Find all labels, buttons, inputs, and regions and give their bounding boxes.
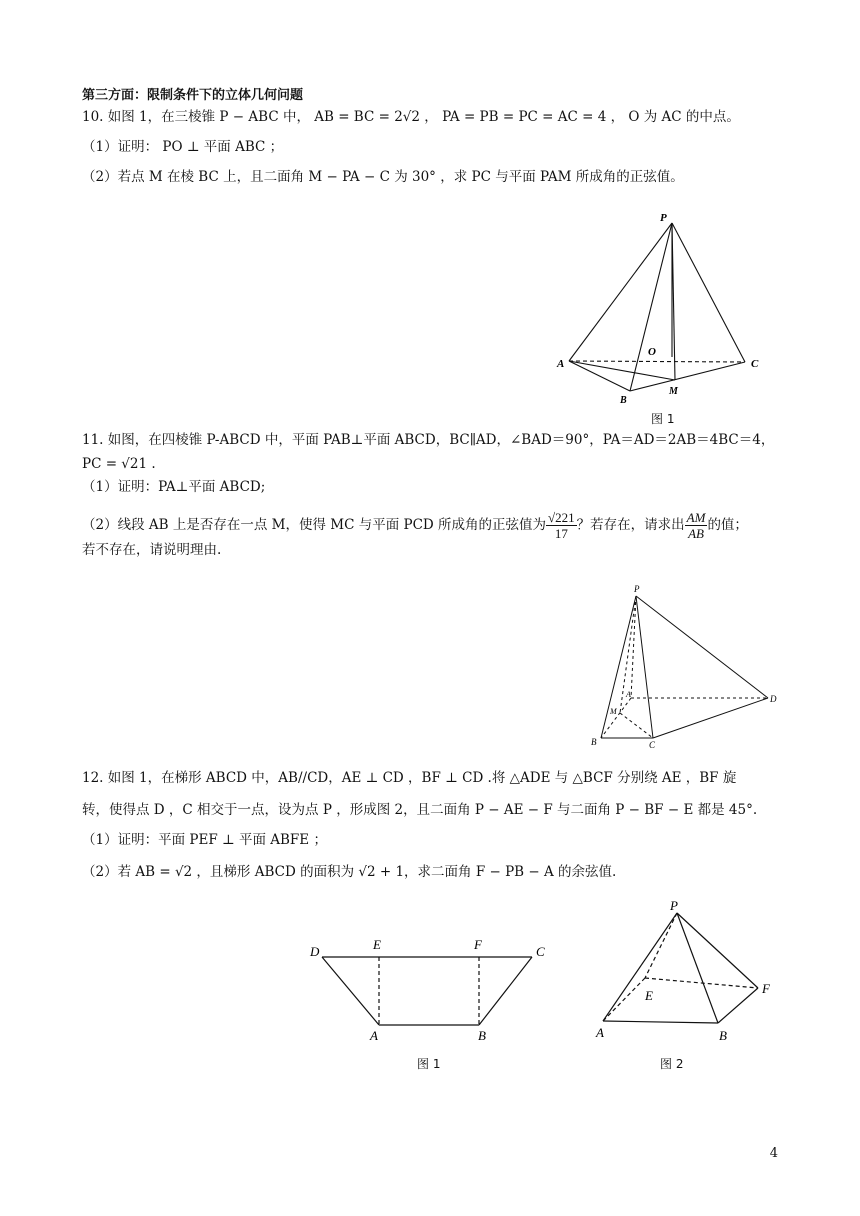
q11-part2-text-a: （2）线段 AB 上是否存在一点 M，使得 MC 与平面 PCD 所成角的正弦值为 <box>82 517 547 533</box>
q12-figure1-caption: 图 1 <box>417 1057 441 1071</box>
q11-part2-text-c: 的值； <box>707 517 748 533</box>
q12-fig1-label-A: A <box>370 1028 378 1043</box>
q12-part1: （1）证明：平面 PEF ⊥ 平面 ABFE ； <box>82 832 327 848</box>
q11-label-P: P <box>634 584 640 594</box>
q10-part2: （2）若点 M 在棱 BC 上，且二面角 M − PA − C 为 30° ，求 PC 与平面 PAM 所成角的正弦值。 <box>82 169 684 185</box>
q11-label-B: B <box>591 737 597 747</box>
section-title: 第三方面：限制条件下的立体几何问题 <box>82 88 304 103</box>
q10-label-A: A <box>557 358 565 370</box>
q12-figure1-trapezoid <box>300 930 560 1045</box>
q12-fig1-label-E: E <box>373 937 381 952</box>
q10-label-O: O <box>648 346 656 358</box>
q11-label-A: A <box>626 690 631 699</box>
q11-part2 <box>82 510 748 541</box>
q10-label-C: C <box>751 358 759 370</box>
q11-label-C: C <box>649 740 656 750</box>
q11-fraction-ratio-denominator: AB <box>688 526 704 541</box>
q10-label-B: B <box>620 395 627 405</box>
q11-fraction-ratio <box>685 510 708 541</box>
q12-stem-line2: 转，使得点 D ，C 相交于一点，设为点 P ，形成图 2，且二面角 P − AE − F 与二面角 P − BF − E 都是 45°. <box>82 802 758 818</box>
q10-figure-tetrahedron <box>555 205 775 405</box>
q11-label-M: M <box>610 707 617 716</box>
q12-fig2-label-P: P <box>670 898 678 913</box>
q10-figure-caption: 图 1 <box>651 412 675 426</box>
q12-fig2-label-E: E <box>645 988 653 1003</box>
q12-fig2-label-B: B <box>719 1028 727 1043</box>
q12-fig2-label-A: A <box>596 1025 604 1040</box>
q11-figure-pyramid <box>583 580 783 755</box>
q12-fig2-label-F: F <box>762 981 770 996</box>
q11-label-D: D <box>770 694 777 704</box>
q12-fig1-label-F: F <box>474 937 482 952</box>
q12-fig1-label-D: D <box>310 944 320 959</box>
q10-label-P: P <box>660 212 667 224</box>
q12-figure2-caption: 图 2 <box>660 1057 684 1071</box>
q12-figure2-pyramid <box>590 895 785 1045</box>
q11-part2-text-b: ？若存在，请求出 <box>576 517 685 533</box>
q10-label-M: M <box>669 386 678 397</box>
q11-stem-line1: 11. 如图，在四棱锥 P-ABCD 中，平面 PAB⊥平面 ABCD，BC∥AD，∠BAD＝90°，PA＝AD＝2AB＝4BC＝4， <box>82 432 775 448</box>
q12-part2: （2）若 AB = √2 ，且梯形 ABCD 的面积为 √2 + 1，求二面角 F − PB − A 的余弦值. <box>82 864 617 880</box>
q11-part1: （1）证明：PA⊥平面 ABCD; <box>82 479 266 495</box>
q11-stem-line2: PC = √21 . <box>82 456 156 472</box>
page-number: 4 <box>769 1146 778 1161</box>
q11-fraction-sine-numerator: √221 <box>548 510 575 525</box>
q11-fraction-ratio-numerator: AM <box>686 510 706 525</box>
q11-part2-continued: 若不存在，请说明理由. <box>82 542 222 558</box>
q12-stem-line1: 12. 如图 1，在梯形 ABCD 中，AB//CD，AE ⊥ CD ，BF ⊥ CD .将 △ADE 与 △BCF 分别绕 AE ，BF 旋 <box>82 770 737 786</box>
q12-fig1-label-C: C <box>536 944 545 959</box>
q11-fraction-sine-denominator: 17 <box>554 526 568 541</box>
q10-stem: 10. 如图 1，在三棱锥 P − ABC 中， AB = BC = 2√2 ， PA = PB = PC = AC = 4 ， O 为 AC 的中点。 <box>82 109 740 125</box>
q12-fig1-label-B: B <box>478 1028 486 1043</box>
q11-fraction-sine <box>546 510 577 541</box>
q10-part1: （1）证明： PO ⊥ 平面 ABC ； <box>82 139 284 155</box>
